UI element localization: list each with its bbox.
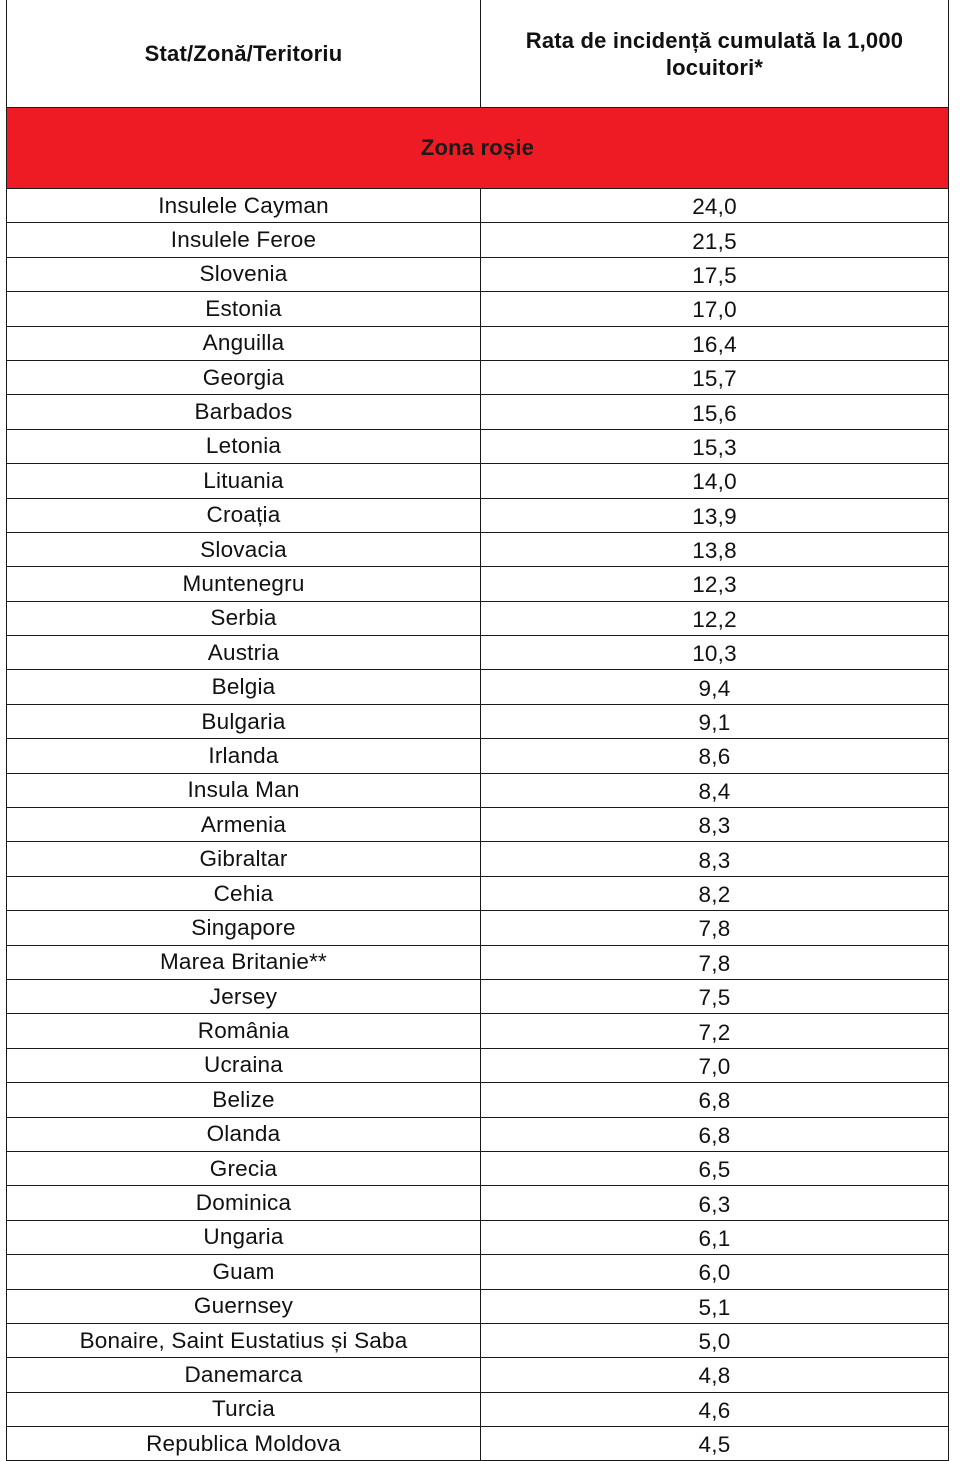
table-row xyxy=(7,1117,949,1151)
rate-cell: 6,5 xyxy=(481,1151,949,1185)
rate-cell: 4,8 xyxy=(481,1358,949,1392)
table-row xyxy=(7,498,949,532)
rate-cell: 9,1 xyxy=(481,704,949,738)
table-row xyxy=(7,1186,949,1220)
rate-cell: 4,5 xyxy=(481,1427,949,1461)
table-row xyxy=(7,911,949,945)
territory-cell: Danemarca xyxy=(7,1358,481,1392)
territory-cell: Olanda xyxy=(7,1117,481,1151)
table-row xyxy=(7,326,949,360)
rate-cell: 24,0 xyxy=(481,189,949,223)
table-row xyxy=(7,1014,949,1048)
table-row xyxy=(7,704,949,738)
table-row xyxy=(7,1048,949,1082)
territory-cell: Insulele Cayman xyxy=(7,189,481,223)
rate-cell: 8,3 xyxy=(481,842,949,876)
table-row xyxy=(7,1427,949,1461)
rate-cell: 6,1 xyxy=(481,1220,949,1254)
table-row xyxy=(7,292,949,326)
rate-cell: 9,4 xyxy=(481,670,949,704)
rate-cell: 4,6 xyxy=(481,1392,949,1426)
table-row xyxy=(7,739,949,773)
table-row xyxy=(7,773,949,807)
rate-cell: 7,0 xyxy=(481,1048,949,1082)
rate-cell: 14,0 xyxy=(481,464,949,498)
territory-cell: Barbados xyxy=(7,395,481,429)
territory-cell: Bulgaria xyxy=(7,704,481,738)
rate-cell: 7,2 xyxy=(481,1014,949,1048)
table-row xyxy=(7,1220,949,1254)
territory-cell: Insula Man xyxy=(7,773,481,807)
table-row xyxy=(7,532,949,566)
header-row xyxy=(7,0,949,108)
table-row xyxy=(7,1083,949,1117)
table-row xyxy=(7,1358,949,1392)
territory-cell: Jersey xyxy=(7,979,481,1013)
territory-cell: Irlanda xyxy=(7,739,481,773)
territory-cell: Slovenia xyxy=(7,257,481,291)
rate-cell: 12,3 xyxy=(481,567,949,601)
rate-cell: 7,8 xyxy=(481,945,949,979)
rate-cell: 10,3 xyxy=(481,636,949,670)
rate-cell: 15,7 xyxy=(481,360,949,394)
territory-cell: Ungaria xyxy=(7,1220,481,1254)
territory-cell: Bonaire, Saint Eustatius și Saba xyxy=(7,1323,481,1357)
table-row xyxy=(7,429,949,463)
table-row xyxy=(7,395,949,429)
table-row xyxy=(7,979,949,1013)
table-row xyxy=(7,601,949,635)
territory-cell: Grecia xyxy=(7,1151,481,1185)
territory-cell: Gibraltar xyxy=(7,842,481,876)
territory-cell: Serbia xyxy=(7,601,481,635)
table-row xyxy=(7,1323,949,1357)
territory-cell: Belgia xyxy=(7,670,481,704)
territory-cell: Belize xyxy=(7,1083,481,1117)
table-row xyxy=(7,1392,949,1426)
rate-cell: 17,5 xyxy=(481,257,949,291)
rate-cell: 5,0 xyxy=(481,1323,949,1357)
rate-cell: 8,6 xyxy=(481,739,949,773)
territory-cell: Lituania xyxy=(7,464,481,498)
rate-cell: 6,3 xyxy=(481,1186,949,1220)
zone-label: Zona roșie xyxy=(7,108,949,189)
table-row xyxy=(7,1255,949,1289)
rate-cell: 6,0 xyxy=(481,1255,949,1289)
table-row xyxy=(7,842,949,876)
territory-cell: Ucraina xyxy=(7,1048,481,1082)
rate-cell: 8,2 xyxy=(481,876,949,910)
territory-cell: Austria xyxy=(7,636,481,670)
territory-cell: Guam xyxy=(7,1255,481,1289)
territory-cell: Cehia xyxy=(7,876,481,910)
rate-cell: 6,8 xyxy=(481,1117,949,1151)
zone-banner-row xyxy=(7,108,949,189)
territory-cell: Muntenegru xyxy=(7,567,481,601)
table-row xyxy=(7,945,949,979)
table-row xyxy=(7,257,949,291)
rate-cell: 7,8 xyxy=(481,911,949,945)
table-header xyxy=(7,0,949,108)
territory-cell: Insulele Feroe xyxy=(7,223,481,257)
territory-cell: Dominica xyxy=(7,1186,481,1220)
column-header-rate: Rata de incidență cumulată la 1,000 locuitori* xyxy=(481,0,949,108)
rate-cell: 6,8 xyxy=(481,1083,949,1117)
territory-cell: Croația xyxy=(7,498,481,532)
table-row xyxy=(7,567,949,601)
rate-cell: 21,5 xyxy=(481,223,949,257)
table-row xyxy=(7,1151,949,1185)
rate-cell: 8,4 xyxy=(481,773,949,807)
rate-cell: 5,1 xyxy=(481,1289,949,1323)
rate-cell: 13,9 xyxy=(481,498,949,532)
table-body xyxy=(7,189,949,1461)
rate-cell: 16,4 xyxy=(481,326,949,360)
territory-cell: Marea Britanie** xyxy=(7,945,481,979)
table-row xyxy=(7,189,949,223)
table-row xyxy=(7,1289,949,1323)
territory-cell: Anguilla xyxy=(7,326,481,360)
table-row xyxy=(7,223,949,257)
table-row xyxy=(7,876,949,910)
territory-cell: Guernsey xyxy=(7,1289,481,1323)
column-header-territory: Stat/Zonă/Teritoriu xyxy=(7,0,481,108)
rate-cell: 7,5 xyxy=(481,979,949,1013)
rate-cell: 15,3 xyxy=(481,429,949,463)
territory-cell: Slovacia xyxy=(7,532,481,566)
territory-cell: Armenia xyxy=(7,808,481,842)
table-row xyxy=(7,808,949,842)
territory-cell: Georgia xyxy=(7,360,481,394)
territory-cell: Estonia xyxy=(7,292,481,326)
table-row xyxy=(7,360,949,394)
territory-cell: Singapore xyxy=(7,911,481,945)
zone-section xyxy=(7,108,949,189)
rate-cell: 8,3 xyxy=(481,808,949,842)
rate-cell: 13,8 xyxy=(481,532,949,566)
rate-cell: 15,6 xyxy=(481,395,949,429)
territory-cell: Letonia xyxy=(7,429,481,463)
territory-cell: Republica Moldova xyxy=(7,1427,481,1461)
table-row xyxy=(7,636,949,670)
incidence-table xyxy=(6,0,949,1461)
territory-cell: România xyxy=(7,1014,481,1048)
table-row xyxy=(7,464,949,498)
territory-cell: Turcia xyxy=(7,1392,481,1426)
rate-cell: 12,2 xyxy=(481,601,949,635)
rate-cell: 17,0 xyxy=(481,292,949,326)
table-row xyxy=(7,670,949,704)
